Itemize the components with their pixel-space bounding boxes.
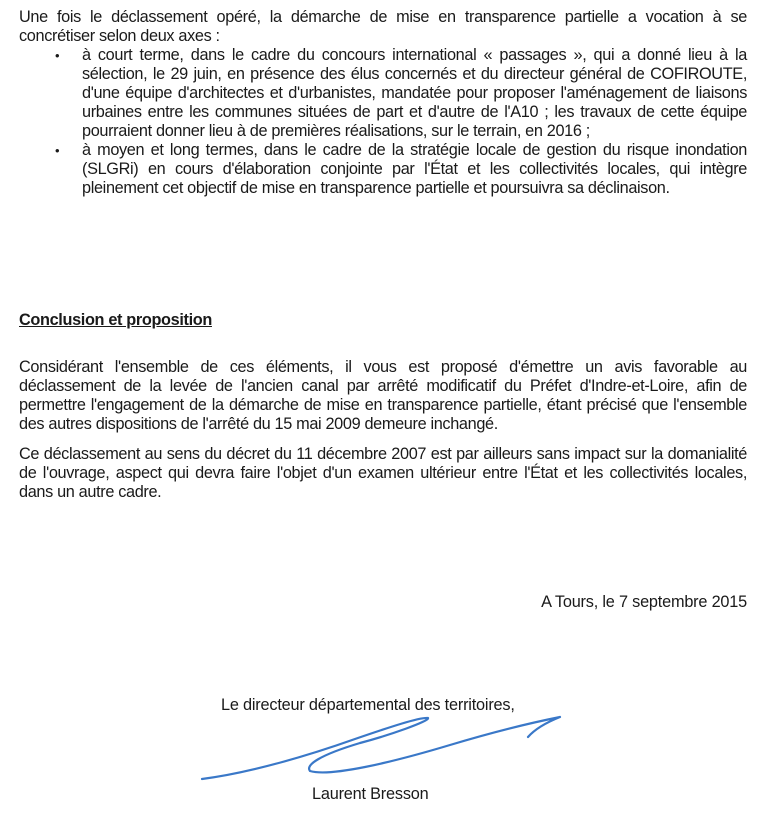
signatory-name: Laurent Bresson: [312, 785, 429, 803]
signatory-title: Le directeur départemental des territoires,: [221, 696, 515, 714]
list-item: [0, 141, 747, 198]
signature-stroke: [202, 717, 560, 779]
section-heading: Conclusion et proposition: [19, 311, 212, 329]
list-item-text: à court terme, dans le cadre du concours international « passages », qui a donné lieu à la sélection, le 29 juin, en présence des élus concernés et du directeur général de COFIROUTE, d'une équipe d'architectes et d'urbanistes, mandatée pour proposer l'aménagement de liaisons urbaines entre les communes situées de part et d'autre de l'A10 ; les travaux de cette équipe pourraient donner lieu à de premières réalisations, sur le terrain, en 2016 ;: [82, 46, 747, 140]
conclusion-paragraph-1: Considérant l'ensemble de ces éléments, il vous est proposé d'émettre un avis favorable au déclassement de la levée de l'ancien canal par arrêté modificatif du Préfet d'Indre-et-Loire, afin de permettre l'engagement de la démarche de mise en transparence partielle, étant précisé que l'ensemble des autres dispositions de l'arrêté du 15 mai 2009 demeure inchangé.: [19, 358, 747, 433]
list-item: [0, 46, 747, 141]
axes-list: [0, 46, 747, 198]
bullet-icon: •: [55, 48, 60, 63]
intro-paragraph: Une fois le déclassement opéré, la démarche de mise en transparence partielle a vocation à se concrétiser selon deux axes :: [19, 8, 747, 45]
conclusion-paragraph-2: Ce déclassement au sens du décret du 11 décembre 2007 est par ailleurs sans impact sur la domanialité de l'ouvrage, aspect qui devra faire l'objet d'un examen ultérieur entre l'État et les collectivités locales, dans un autre cadre.: [19, 445, 747, 501]
list-item-text: à moyen et long termes, dans le cadre de la stratégie locale de gestion du risque inondation (SLGRi) en cours d'élaboration conjointe par l'État et les collectivités locales, qui intègre pleinement cet objectif de mise en transparence partielle et poursuivra sa déclinaison.: [82, 141, 747, 197]
place-date: A Tours, le 7 septembre 2015: [541, 593, 747, 611]
bullet-icon: •: [55, 143, 60, 158]
handwritten-signature: [190, 715, 590, 795]
